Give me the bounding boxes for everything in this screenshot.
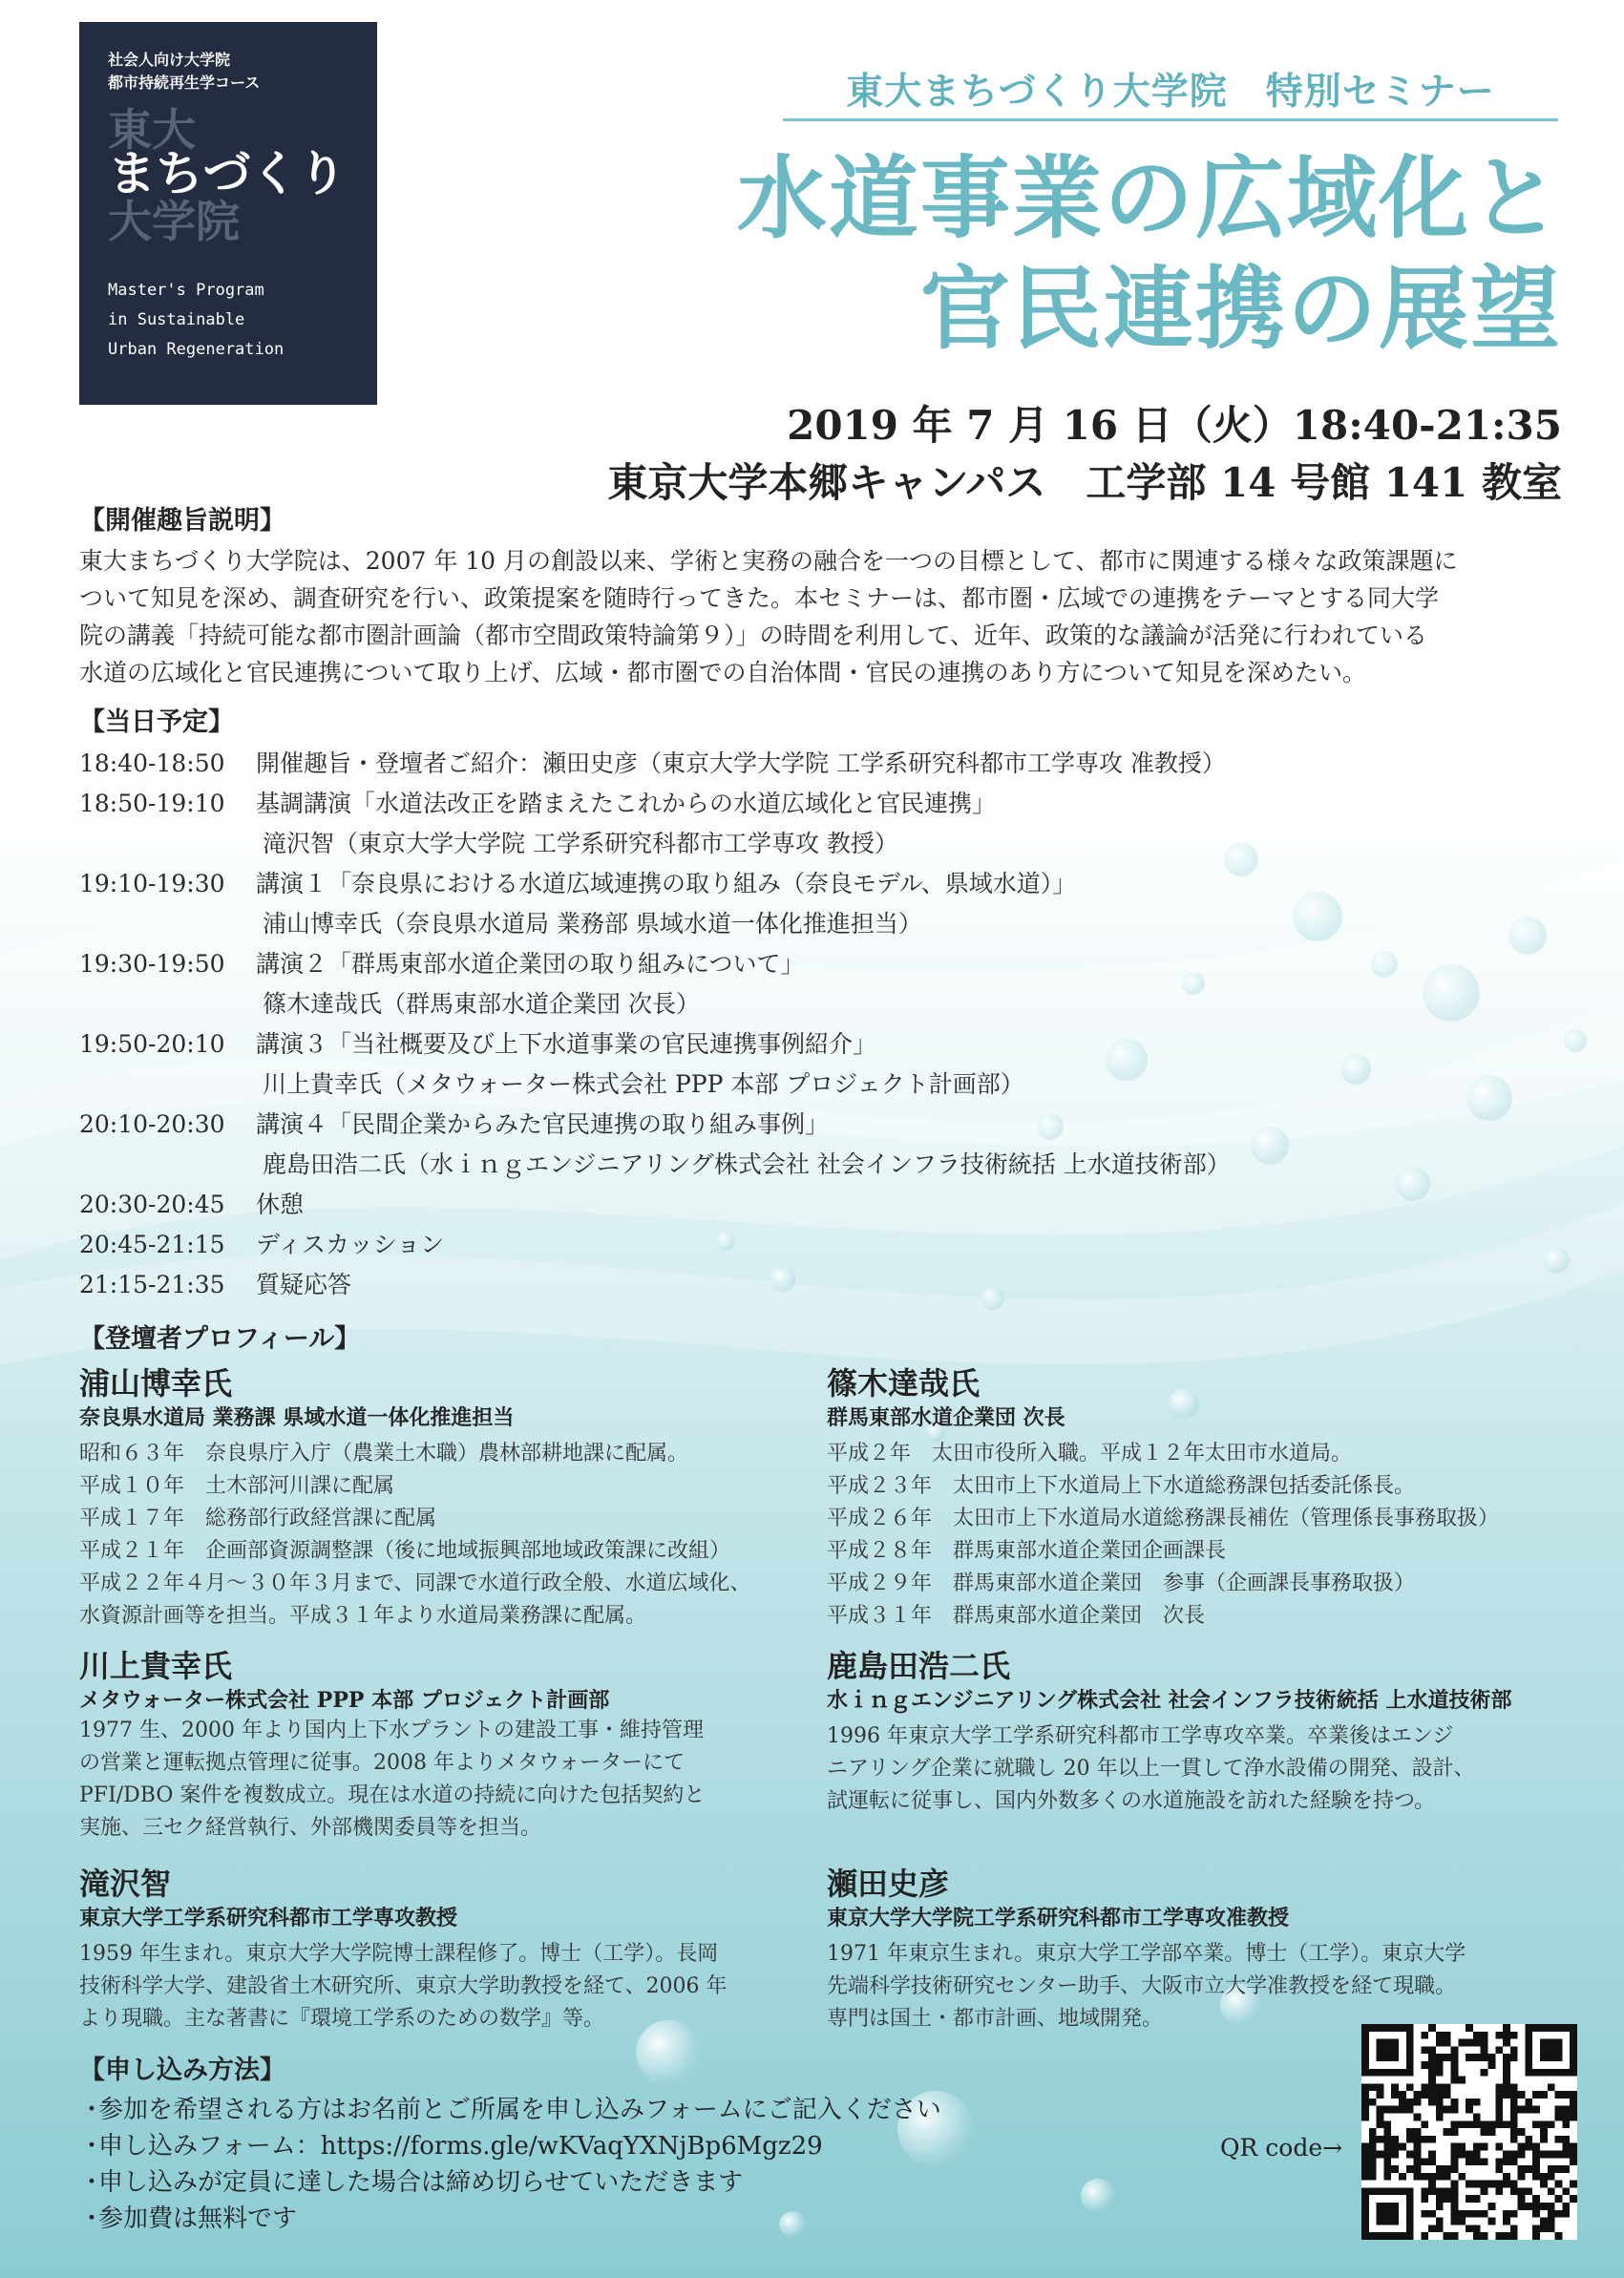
schedule-time: 20:30-20:45 xyxy=(79,1191,225,1218)
bullet-icon: ・ xyxy=(79,2168,105,2197)
bio-line: より現職。主な著書に『環境工学系のための数学』等。 xyxy=(79,2007,605,2031)
schedule-item xyxy=(79,1024,1569,1065)
schedule-item xyxy=(79,784,1569,824)
qr-code-icon[interactable] xyxy=(1361,2024,1577,2240)
schedule-desc: 休憩 xyxy=(256,1191,305,1218)
logo-caption-1: 社会人向け大学院 xyxy=(108,51,231,69)
bio-line: 平成２年 太田市役所入職。平成１２年太田市水道局。 xyxy=(827,1442,1353,1466)
schedule-time: 19:50-20:10 xyxy=(79,1030,225,1058)
intro-line: ついて知見を深め、調査研究を行い、政策提案を随時行ってきた。本セミナーは、都市圏・広域での連携をテーマとする同大学 xyxy=(79,584,1440,612)
schedule-time: 18:50-19:10 xyxy=(79,790,225,817)
logo-caption-2: 都市持続再生学コース xyxy=(108,74,261,92)
profile-affiliation: 群馬東部水道企業団 次長 xyxy=(827,1405,1065,1430)
bio-line: PFI/DBO 案件を複数成立。現在は水道の持続に向けた包括契約と xyxy=(79,1783,706,1807)
logo-ghost-text-2: 大学院 xyxy=(108,196,240,247)
apply-heading: 【申し込み方法】 xyxy=(79,2056,285,2085)
profile-name: 瀬田史彦 xyxy=(827,1866,950,1902)
profile-bio xyxy=(827,1720,1552,1818)
seminar-title xyxy=(496,143,1562,365)
schedule-item xyxy=(79,944,1569,984)
bio-line: 平成２８年 群馬東部水道企業団企画課長 xyxy=(827,1539,1227,1563)
event-date: 2019 年 7 月 16 日（火）18:40-21:35 xyxy=(787,402,1562,449)
schedule-heading: 【当日予定】 xyxy=(79,707,234,737)
apply-item xyxy=(79,2164,1225,2201)
profile-bio xyxy=(79,1438,805,1633)
profile-affiliation: メタウォーター株式会社 PPP 本部 プロジェクト計画部 xyxy=(79,1688,610,1713)
schedule-time: 21:15-21:35 xyxy=(79,1271,225,1298)
intro-line: 東大まちづくり大学院は、2007 年 10 月の創設以来、学術と実務の融合を一つの目標として、都市に関連する様々な政策課題に xyxy=(79,547,1458,575)
apply-item xyxy=(79,2201,1225,2237)
bullet-icon: ・ xyxy=(79,2132,105,2161)
title-line-1: 水道事業の広域化と xyxy=(736,146,1562,251)
schedule-desc: ディスカッション xyxy=(256,1231,445,1258)
profiles-heading: 【登壇者プロフィール】 xyxy=(79,1324,361,1354)
schedule-item xyxy=(79,1185,1569,1225)
bullet-icon: ・ xyxy=(79,2096,105,2124)
bio-line: 水資源計画等を担当。平成３１年より水道局業務課に配属。 xyxy=(79,1604,647,1628)
profile-affiliation: 東京大学大学院工学系研究科都市工学専攻准教授 xyxy=(827,1906,1290,1930)
event-venue: 東京大学本郷キャンパス 工学部 14 号館 141 教室 xyxy=(607,459,1562,506)
schedule-time: 20:10-20:30 xyxy=(79,1110,225,1138)
logo-ghost-text-1: 東大 xyxy=(108,104,196,156)
bio-line: 平成１７年 総務部行政経営課に配属 xyxy=(79,1507,437,1530)
profile-seta xyxy=(827,1864,1552,2035)
schedule-item xyxy=(79,1105,1569,1145)
profile-shinoki xyxy=(827,1363,1552,1633)
bio-line: 平成２１年 企画部資源調整課（後に地域振興部地域政策課に改組） xyxy=(79,1539,731,1563)
bio-line: 1996 年東京大学工学系研究科都市工学専攻卒業。卒業後はエンジ xyxy=(827,1724,1454,1748)
bio-line: ニアリング企業に就職し 20 年以上一貫して浄水設備の開発、設計、 xyxy=(827,1757,1475,1781)
bio-line: 試運転に従事し、国内外数多くの水道施設を訪れた経験を持つ。 xyxy=(827,1789,1436,1813)
schedule-desc: 講演４「民間企業からみた官民連携の取り組み事例」 xyxy=(256,1110,830,1138)
schedule-time: 19:10-19:30 xyxy=(79,870,225,897)
profile-bio xyxy=(827,1938,1552,2035)
profile-affiliation: 東京大学工学系研究科都市工学専攻教授 xyxy=(79,1906,458,1930)
bio-line: 1977 生、2000 年より国内上下水プラントの建設工事・維持管理 xyxy=(79,1719,704,1742)
bio-line: 1959 年生まれ。東京大学大学院博士課程修了。博士（工学）。長岡 xyxy=(79,1942,719,1966)
apply-text: 申し込みが定員に達した場合は締め切らせていただきます xyxy=(98,2168,744,2197)
apply-list xyxy=(79,2092,1225,2237)
profile-bio xyxy=(79,1715,805,1845)
schedule-time: 18:40-18:50 xyxy=(79,749,225,777)
profile-name: 川上貴幸氏 xyxy=(79,1648,233,1684)
bio-line: 実施、三セク経営執行、外部機関委員等を担当。 xyxy=(79,1816,542,1840)
bio-line: 昭和６３年 奈良県庁入庁（農業土木職）農林部耕地課に配属。 xyxy=(79,1442,689,1466)
schedule-desc: 講演２「群馬東部水道企業団の取り組みについて」 xyxy=(256,950,805,978)
intro-line: 水道の広域化と官民連携について取り上げ、広域・都市圏での自治体間・官民の連携のあり方について知見を深めたい。 xyxy=(79,659,1367,686)
logo-main-text: まちづくり xyxy=(108,145,347,201)
profile-name: 鹿島田浩二氏 xyxy=(827,1648,1011,1684)
bullet-icon: ・ xyxy=(79,2204,105,2233)
bio-line: 平成２２年４月～３０年３月まで、同課で水道行政全般、水道広域化、 xyxy=(79,1571,751,1595)
profile-affiliation: 奈良県水道局 業務課 県域水道一体化推進担当 xyxy=(79,1405,515,1430)
bio-line: 平成３１年 群馬東部水道企業団 次長 xyxy=(827,1604,1206,1628)
bio-line: の営業と運転拠点管理に従事。2008 年よりメタウォーターにて xyxy=(79,1751,685,1775)
schedule-speaker: 鹿島田浩二氏（水ｉｎｇエンジニアリング株式会社 社会インフラ技術統括 上水道技術部） xyxy=(263,1150,1231,1178)
apply-text: 参加費は無料です xyxy=(98,2204,298,2233)
apply-item xyxy=(79,2128,1225,2164)
profile-takizawa xyxy=(79,1864,805,2035)
profile-bio xyxy=(827,1438,1552,1633)
profile-affiliation: 水ｉｎｇエンジニアリング株式会社 社会インフラ技術統括 上水道技術部 xyxy=(827,1688,1512,1713)
schedule-list xyxy=(79,744,1569,1305)
logo-english-2: in Sustainable xyxy=(108,310,245,329)
profile-name: 滝沢智 xyxy=(79,1866,172,1902)
bio-line: 1971 年東京生まれ。東京大学工学部卒業。博士（工学）。東京大学 xyxy=(827,1942,1466,1966)
schedule-desc: 講演３「当社概要及び上下水道事業の官民連携事例紹介」 xyxy=(256,1030,877,1058)
schedule-item xyxy=(79,744,1569,784)
bio-line: 専門は国土・都市計画、地域開発。 xyxy=(827,2007,1164,2031)
schedule-desc: 講演１「奈良県における水道広域連携の取り組み（奈良モデル、県域水道）」 xyxy=(256,870,1077,897)
bio-line: 平成１０年 土木部河川課に配属 xyxy=(79,1474,395,1498)
profile-urayama xyxy=(79,1363,805,1633)
profile-name: 篠木達哉氏 xyxy=(827,1365,981,1402)
schedule-item xyxy=(79,864,1569,904)
schedule-speaker: 川上貴幸氏（メタウォーター株式会社 PPP 本部 プロジェクト計画部） xyxy=(263,1070,1024,1098)
schedule-time: 19:30-19:50 xyxy=(79,950,225,978)
bio-line: 先端科学技術研究センター助手、大阪市立大学准教授を経て現職。 xyxy=(827,1974,1457,1998)
intro-line: 院の講義「持続可能な都市圏計画論（都市空間政策特論第９）」の時間を利用して、近年、政策的な議論が活発に行われている xyxy=(79,622,1428,649)
bio-line: 平成２６年 太田市上下水道局水道総務課長補佐（管理係長事務取扱） xyxy=(827,1507,1500,1530)
logo-english-3: Urban Regeneration xyxy=(108,340,285,359)
profile-bio xyxy=(79,1938,805,2035)
logo-english-1: Master's Program xyxy=(108,281,264,300)
schedule-item xyxy=(79,1265,1569,1305)
bio-line: 技術科学大学、建設省土木研究所、東京大学助教授を経て、2006 年 xyxy=(79,1974,728,1998)
schedule-speaker: 浦山博幸氏（奈良県水道局 業務部 県域水道一体化推進担当） xyxy=(263,910,922,938)
intro-text xyxy=(79,542,1569,691)
profile-name: 浦山博幸氏 xyxy=(79,1365,233,1402)
intro-heading: 【開催趣旨説明】 xyxy=(79,506,285,536)
bio-line: 平成２９年 群馬東部水道企業団 参事（企画課長事務取扱） xyxy=(827,1571,1416,1595)
apply-item xyxy=(79,2092,1225,2128)
title-line-2: 官民連携の展望 xyxy=(919,257,1562,362)
school-logo xyxy=(79,22,377,405)
schedule-item xyxy=(79,1225,1569,1265)
schedule-desc: 質疑応答 xyxy=(256,1271,352,1298)
logo-wordmark xyxy=(108,104,348,261)
schedule-speaker: 篠木達哉氏（群馬東部水道企業団 次長） xyxy=(263,990,700,1018)
profile-kawakami xyxy=(79,1646,805,1845)
bio-line: 平成２３年 太田市上下水道局上下水道総務課包括委託係長。 xyxy=(827,1474,1416,1498)
apply-form-link[interactable]: 申し込みフォーム：https://forms.gle/wKVaqYXNjBp6Mgz29 xyxy=(98,2132,823,2161)
qr-label: QR code→ xyxy=(1220,2134,1343,2162)
seminar-subtitle: 東大まちづくり大学院 特別セミナー xyxy=(783,65,1558,121)
schedule-desc: 基調講演「水道法改正を踏まえたこれからの水道広域化と官民連携」 xyxy=(256,790,997,817)
profile-kashimada xyxy=(827,1646,1552,1818)
schedule-desc: 開催趣旨・登壇者ご紹介：瀬田史彦（東京大学大学院 工学系研究科都市工学専攻 准教授） xyxy=(256,749,1226,777)
schedule-speaker: 滝沢智（東京大学大学院 工学系研究科都市工学専攻 教授） xyxy=(263,830,898,857)
schedule-time: 20:45-21:15 xyxy=(79,1231,225,1258)
apply-text: 参加を希望される方はお名前とご所属を申し込みフォームにご記入ください xyxy=(98,2096,941,2124)
